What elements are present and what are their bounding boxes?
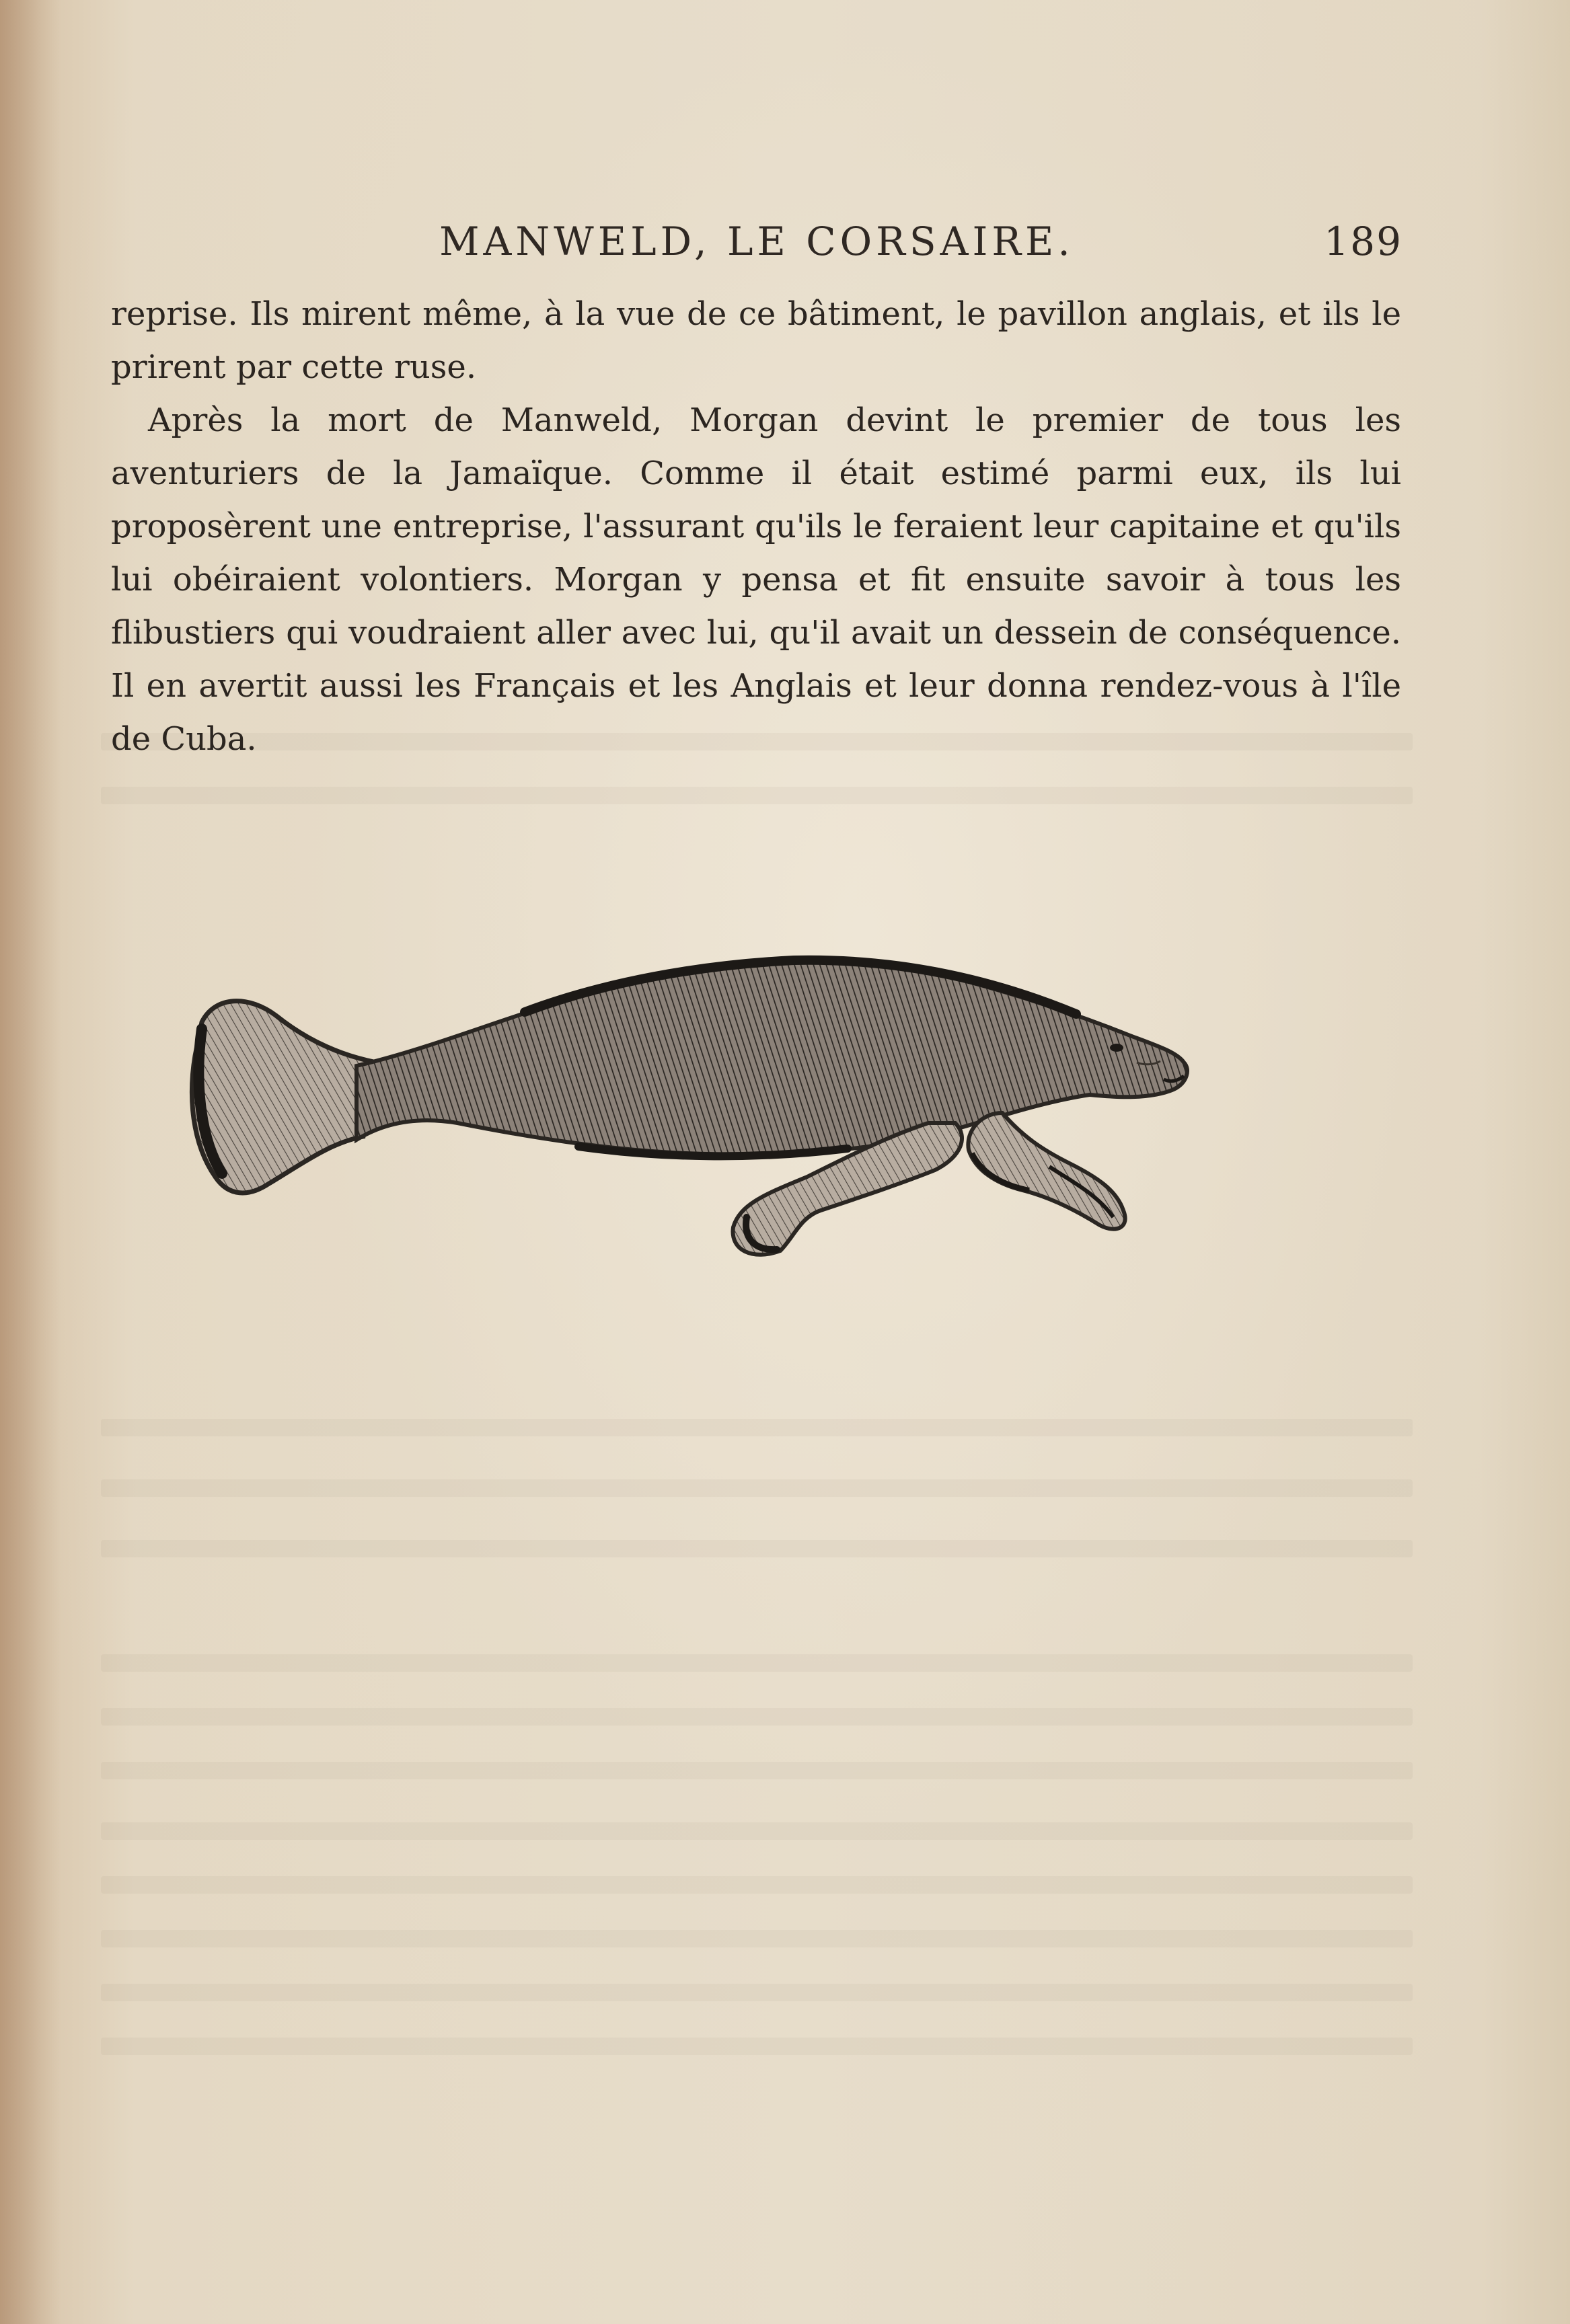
show-through [101, 1876, 1413, 1894]
show-through [101, 1762, 1413, 1779]
show-through [101, 787, 1413, 804]
paragraph: Après la mort de Manweld, Morgan devint le premier de tous les aventuriers de la Jamaïque. Comme il était estimé parmi eux, ils lui proposèrent une entreprise, l'assurant qu'ils le feraient leur capitaine et qu'ils lui obéiraient volontiers. Morgan y pensa et fit ensuite savoir à tous les flibustiers qui voudraient aller avec lui, qu'il avait un dessein de conséquence. Il en avertit aussi les Français et les Anglais et leur donna rendez-vous à l'île de Cuba. [111, 401, 1401, 758]
running-head [111, 219, 1403, 272]
show-through [101, 1540, 1413, 1557]
paragraph: reprise. Ils mirent même, à la vue de ce bâtiment, le pavillon anglais, et ils le prirent par cette ruse. [111, 295, 1401, 386]
page-number: 189 [1324, 219, 1403, 264]
show-through [101, 1930, 1413, 1947]
manatee-illustration [175, 921, 1318, 1298]
manatee-engraving-icon [175, 921, 1318, 1298]
show-through [101, 1708, 1413, 1726]
show-through [101, 2038, 1413, 2055]
body-text [111, 288, 1401, 766]
running-title: MANWELD, LE CORSAIRE. [439, 219, 1074, 264]
gutter-shadow [0, 0, 61, 2324]
show-through [101, 1419, 1413, 1436]
show-through [101, 1654, 1413, 1672]
show-through [101, 1479, 1413, 1497]
show-through [101, 1822, 1413, 1840]
show-through [101, 1984, 1413, 2001]
